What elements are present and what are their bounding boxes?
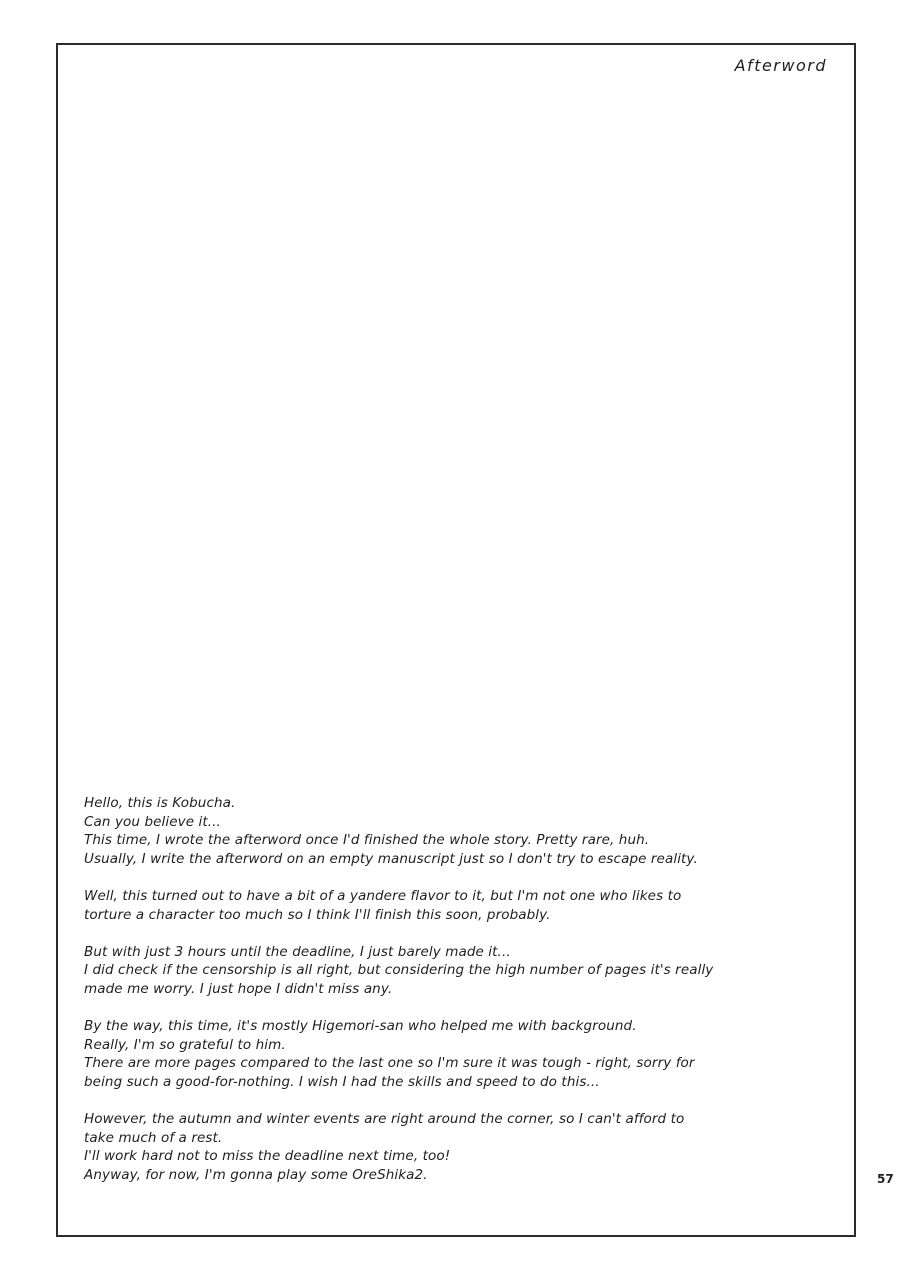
text-line: torture a character too much so I think I'll finish this soon, probably. xyxy=(84,906,551,923)
afterword-heading: Afterword xyxy=(734,56,827,75)
paragraph xyxy=(84,1017,820,1091)
text-line: being such a good-for-nothing. I wish I had the skills and speed to do this... xyxy=(84,1073,600,1090)
text-line: Hello, this is Kobucha. xyxy=(84,795,236,811)
text-line: Can you believe it... xyxy=(84,813,221,830)
text-line: But with just 3 hours until the deadline, I just barely made it... xyxy=(84,943,511,960)
text-line: There are more pages compared to the last one so I'm sure it was tough - right, sorry for xyxy=(84,1055,695,1072)
text-line: I did check if the censorship is all right, but considering the high number of pages it's really xyxy=(84,962,714,979)
text-line: However, the autumn and winter events are right around the corner, so I can't afford to xyxy=(84,1111,685,1128)
paragraph xyxy=(84,943,820,999)
page-number: 57 xyxy=(877,1172,894,1186)
paragraph xyxy=(84,794,820,868)
afterword-text xyxy=(84,794,820,1184)
paragraph xyxy=(84,887,820,924)
text-line: By the way, this time, it's mostly Higemori-san who helped me with background. xyxy=(84,1018,637,1035)
text-line: Anyway, for now, I'm gonna play some OreShika2. xyxy=(84,1166,428,1183)
page-border-frame xyxy=(56,43,856,1237)
text-line: take much of a rest. xyxy=(84,1129,223,1146)
text-line: Well, this turned out to have a bit of a yandere flavor to it, but I'm not one who likes to xyxy=(84,887,682,904)
paragraph xyxy=(84,1110,820,1184)
text-line: made me worry. I just hope I didn't miss any. xyxy=(84,980,393,997)
text-line: I'll work hard not to miss the deadline next time, too! xyxy=(84,1148,451,1165)
text-line: Usually, I write the afterword on an empty manuscript just so I don't try to escape reality. xyxy=(84,850,698,867)
text-line: Really, I'm so grateful to him. xyxy=(84,1036,286,1053)
text-line: This time, I wrote the afterword once I'd finished the whole story. Pretty rare, huh. xyxy=(84,832,650,849)
